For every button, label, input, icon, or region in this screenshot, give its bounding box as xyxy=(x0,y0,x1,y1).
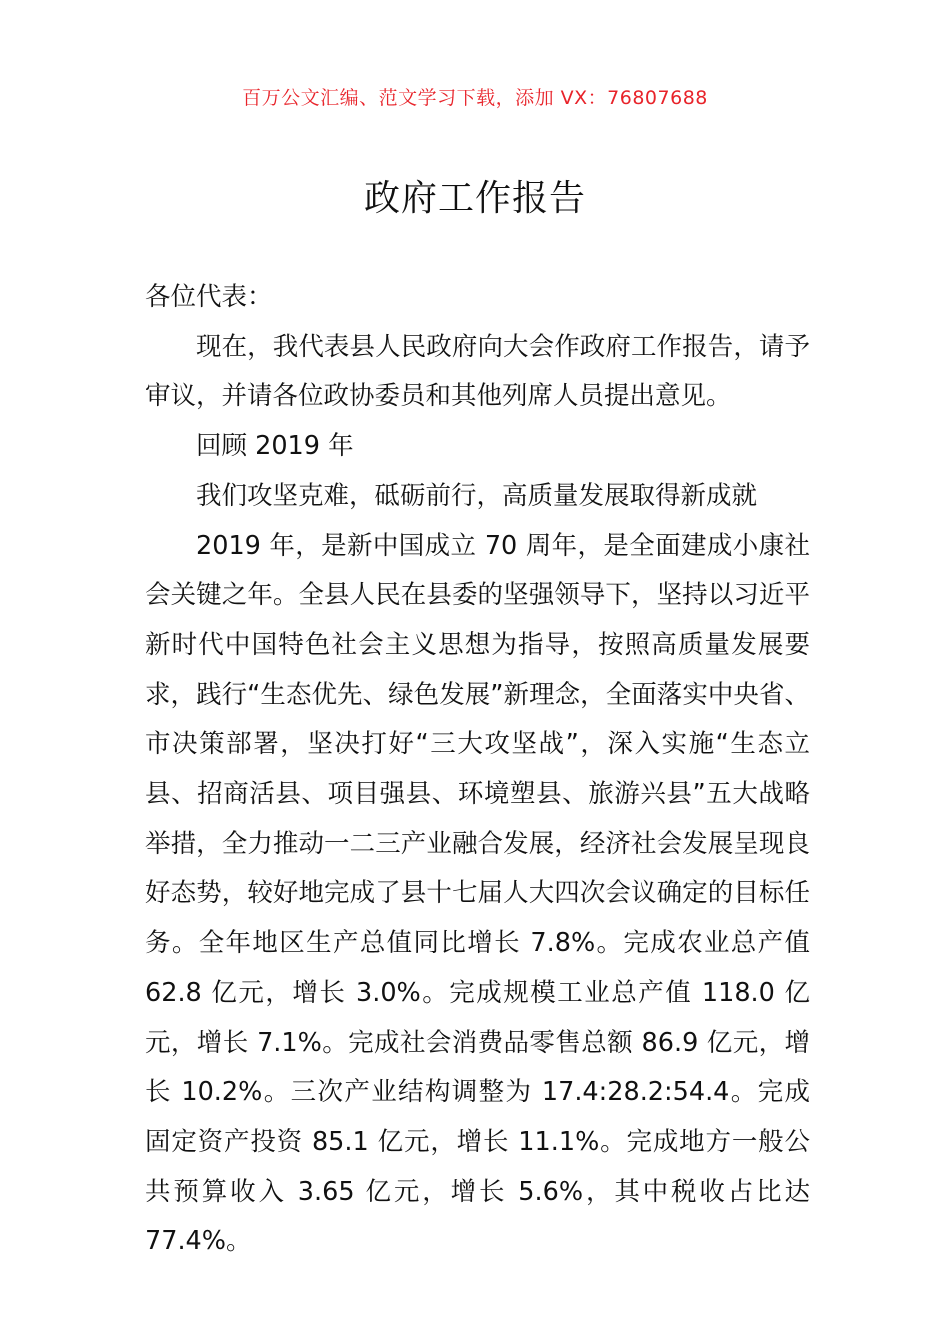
section-heading-review: 回顾 2019 年 xyxy=(196,431,354,462)
paragraph-intro: 现在，我代表县人民政府向大会作政府工作报告，请予审议，并请各位政协委员和其他列席人员提出意见。 xyxy=(145,331,810,412)
promo-header: 百万公文汇编、范文学习下载，添加 VX：76807688 xyxy=(242,87,708,109)
section-subheading: 我们攻坚克难，砥砺前行，高质量发展取得新成就 xyxy=(196,480,758,511)
paragraph-summary: 2019 年，是新中国成立 70 周年，是全面建成小康社会关键之年。全县人民在县委的坚强领导下，坚持以习近平新时代中国特色社会主义思想为指导，按照高质量发展要求，践行“生态优先、绿色发展”新理念，全面落实中央省、市决策部署，坚决打好“三大攻坚战”，深入实施“生态立县、招商活县、项目强县、环境塑县、旅游兴县”五大战略举措，全力推动一二三产业融合发展，经济社会发展呈现良好态势，较好地完成了县十七届人大四次会议确定的目标任务。全年地区生产总值同比增长 7.8%。完成农业总产值 62.8 亿元，增长 3.0%。完成规模工业总产值 118.0 亿元，增长 7.1%。完成社会消费品零售总额 86.9 亿元，增长 10.2%。三次产业结构调整为 17.4:28.2:54.4。完成固定资产投资 85.1 亿元，增长 11.1%。完成地方一般公共预算收入 3.65 亿元，增长 5.6%，其中税收占比达 77.4%。 xyxy=(145,530,810,1257)
page-title: 政府工作报告 xyxy=(363,178,586,219)
document-body xyxy=(145,273,810,1267)
salutation: 各位代表： xyxy=(145,282,273,312)
